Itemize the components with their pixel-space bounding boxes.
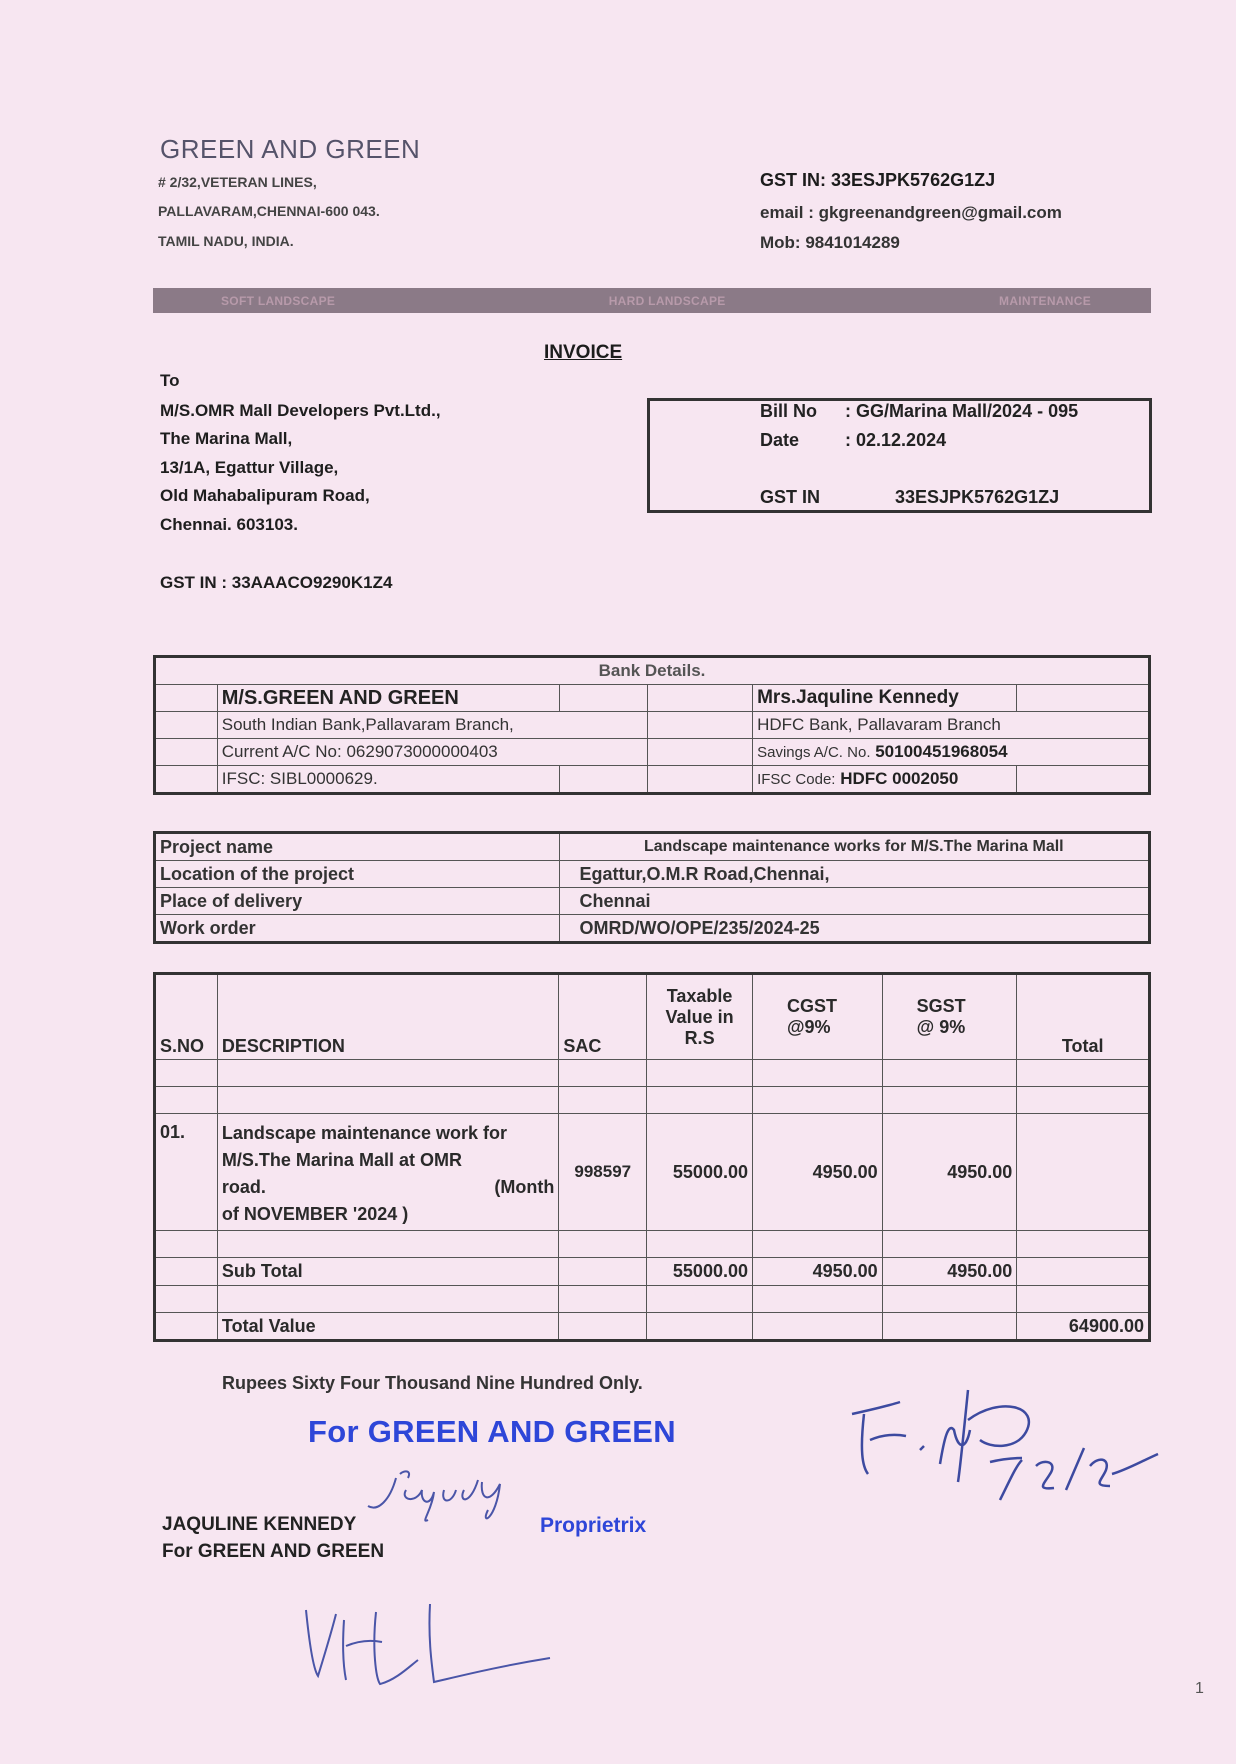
company-address-line-2: PALLAVARAM,CHENNAI-600 043. xyxy=(158,203,380,219)
bank-left-branch: South Indian Bank,Pallavaram Branch, xyxy=(217,712,647,739)
col-header-description: DESCRIPTION xyxy=(217,974,558,1060)
project-workorder-value: OMRD/WO/OPE/235/2024-25 xyxy=(559,915,1149,943)
item-desc-line-1: Landscape maintenance work for xyxy=(221,1123,508,1143)
bank-left-name: M/S.GREEN AND GREEN xyxy=(217,685,559,712)
col-header-sno: S.NO xyxy=(155,974,218,1060)
signer-name: JAQULINE KENNEDY xyxy=(162,1514,357,1535)
subtotal-label: Sub Total xyxy=(217,1258,558,1286)
project-name-label: Project name xyxy=(155,833,560,861)
item-desc-month: (Month xyxy=(494,1177,555,1197)
col-header-sgst-1: SGST xyxy=(916,996,966,1016)
bottom-signature xyxy=(300,1590,560,1700)
item-sgst: 4950.00 xyxy=(882,1114,1017,1231)
item-sac: 998597 xyxy=(559,1114,647,1231)
bill-number-label: Bill No xyxy=(760,401,817,421)
company-address-line-3: TAMIL NADU, INDIA. xyxy=(158,233,294,249)
item-sno: 01. xyxy=(155,1114,218,1231)
bill-gst: 33ESJPK5762G1ZJ xyxy=(895,487,1060,507)
table-row xyxy=(155,1114,1150,1231)
project-row xyxy=(155,888,1150,915)
bank-left-ifsc: IFSC: SIBL0000629. xyxy=(217,766,559,794)
bill-number: : GG/Marina Mall/2024 - 095 xyxy=(845,401,1079,421)
proprietor-signature xyxy=(360,1460,530,1530)
subtotal-row xyxy=(155,1258,1150,1286)
bill-gst-label: GST IN xyxy=(760,487,821,507)
company-name: GREEN AND GREEN xyxy=(160,134,421,164)
item-desc-line-4: of NOVEMBER '2024 ) xyxy=(221,1204,409,1224)
item-cgst: 4950.00 xyxy=(752,1114,882,1231)
company-address-line-1: # 2/32,VETERAN LINES, xyxy=(158,174,317,190)
project-delivery-value: Chennai xyxy=(559,888,1149,915)
recipient-line-1: M/S.OMR Mall Developers Pvt.Ltd., xyxy=(160,401,441,420)
project-workorder-label: Work order xyxy=(155,915,560,943)
col-header-cgst-2: @9% xyxy=(786,1017,831,1037)
recipient-line-3: 13/1A, Egattur Village, xyxy=(160,458,339,477)
col-header-taxable-2: Value in xyxy=(665,1006,734,1027)
project-name-value: Landscape maintenance works for M/S.The Marina Mall xyxy=(559,833,1149,861)
item-desc-road: road. xyxy=(221,1177,266,1197)
bill-date-label: Date xyxy=(760,430,800,450)
col-header-cgst-1: CGST xyxy=(786,996,837,1016)
col-header-cgst xyxy=(752,974,882,1060)
recipient-line-4: Old Mahabalipuram Road, xyxy=(160,486,370,505)
invoice-items-table xyxy=(153,972,1151,1342)
project-location-value: Egattur,O.M.R Road,Chennai, xyxy=(559,861,1149,888)
total-value-label: Total Value xyxy=(217,1313,558,1341)
bank-right-ifsc-label: IFSC Code: xyxy=(757,771,836,788)
bank-right-account xyxy=(753,739,1150,766)
company-gst: GST IN: 33ESJPK5762G1ZJ xyxy=(760,170,996,190)
banner-item-hard-landscape: HARD LANDSCAPE xyxy=(608,293,726,308)
bill-details-box xyxy=(647,398,1152,513)
handwritten-initials-date xyxy=(840,1370,1170,1520)
recipient-line-5: Chennai. 603103. xyxy=(160,515,298,534)
col-header-sgst-2: @ 9% xyxy=(916,1017,966,1037)
project-location-label: Location of the project xyxy=(155,861,560,888)
company-mobile: Mob: 9841014289 xyxy=(760,233,900,252)
bill-gst-row xyxy=(760,487,1059,508)
item-desc-line-2: M/S.The Marina Mall at OMR xyxy=(221,1150,462,1170)
project-row xyxy=(155,833,1150,861)
item-total xyxy=(1017,1114,1150,1231)
col-header-taxable-1: Taxable xyxy=(666,985,733,1006)
stamp-role: Proprietrix xyxy=(540,1514,647,1537)
col-header-taxable xyxy=(647,974,753,1060)
invoice-title: INVOICE xyxy=(544,342,623,363)
amount-in-words: Rupees Sixty Four Thousand Nine Hundred Only. xyxy=(222,1373,643,1393)
bank-right-name: Mrs.Jaquline Kennedy xyxy=(753,685,1017,712)
bill-number-row xyxy=(760,401,1078,422)
project-row xyxy=(155,861,1150,888)
total-value: 64900.00 xyxy=(1017,1313,1150,1341)
subtotal-sgst: 4950.00 xyxy=(882,1258,1017,1286)
bank-details-table xyxy=(153,655,1151,795)
col-header-taxable-3: R.S xyxy=(684,1027,715,1048)
recipient-line-2: The Marina Mall, xyxy=(160,429,293,448)
recipient-gst: GST IN : 33AAACO9290K1Z4 xyxy=(160,573,393,592)
total-row xyxy=(155,1313,1150,1341)
project-details-table xyxy=(153,831,1151,944)
project-delivery-label: Place of delivery xyxy=(155,888,560,915)
bill-date-row xyxy=(760,430,946,451)
items-header-row xyxy=(155,974,1150,1060)
col-header-total: Total xyxy=(1017,974,1150,1060)
bank-right-account-label: Savings A/C. No. xyxy=(757,744,871,761)
col-header-sac: SAC xyxy=(559,974,647,1060)
to-label: To xyxy=(160,371,180,390)
banner-item-maintenance: MAINTENANCE xyxy=(999,293,1091,308)
company-stamp-line: For GREEN AND GREEN xyxy=(308,1414,676,1449)
project-row xyxy=(155,915,1150,943)
banner-item-soft-landscape: SOFT LANDSCAPE xyxy=(221,293,336,308)
bank-details-title: Bank Details. xyxy=(155,657,1150,685)
signer-company: For GREEN AND GREEN xyxy=(162,1541,385,1562)
company-email: email : gkgreenandgreen@gmail.com xyxy=(760,203,1062,222)
item-description xyxy=(217,1114,558,1231)
bank-right-branch: HDFC Bank, Pallavaram Branch xyxy=(753,712,1150,739)
bill-date: : 02.12.2024 xyxy=(845,430,947,450)
subtotal-cgst: 4950.00 xyxy=(752,1258,882,1286)
bank-right-ifsc-code: HDFC 0002050 xyxy=(840,769,959,788)
page-number: 1 xyxy=(1195,1680,1204,1697)
services-banner xyxy=(153,288,1151,313)
subtotal-taxable: 55000.00 xyxy=(647,1258,753,1286)
col-header-sgst xyxy=(882,974,1017,1060)
bank-right-ifsc xyxy=(753,766,1017,794)
bank-left-account: Current A/C No: 0629073000000403 xyxy=(217,739,647,766)
bank-right-account-number: 50100451968054 xyxy=(875,742,1008,761)
item-taxable: 55000.00 xyxy=(647,1114,753,1231)
